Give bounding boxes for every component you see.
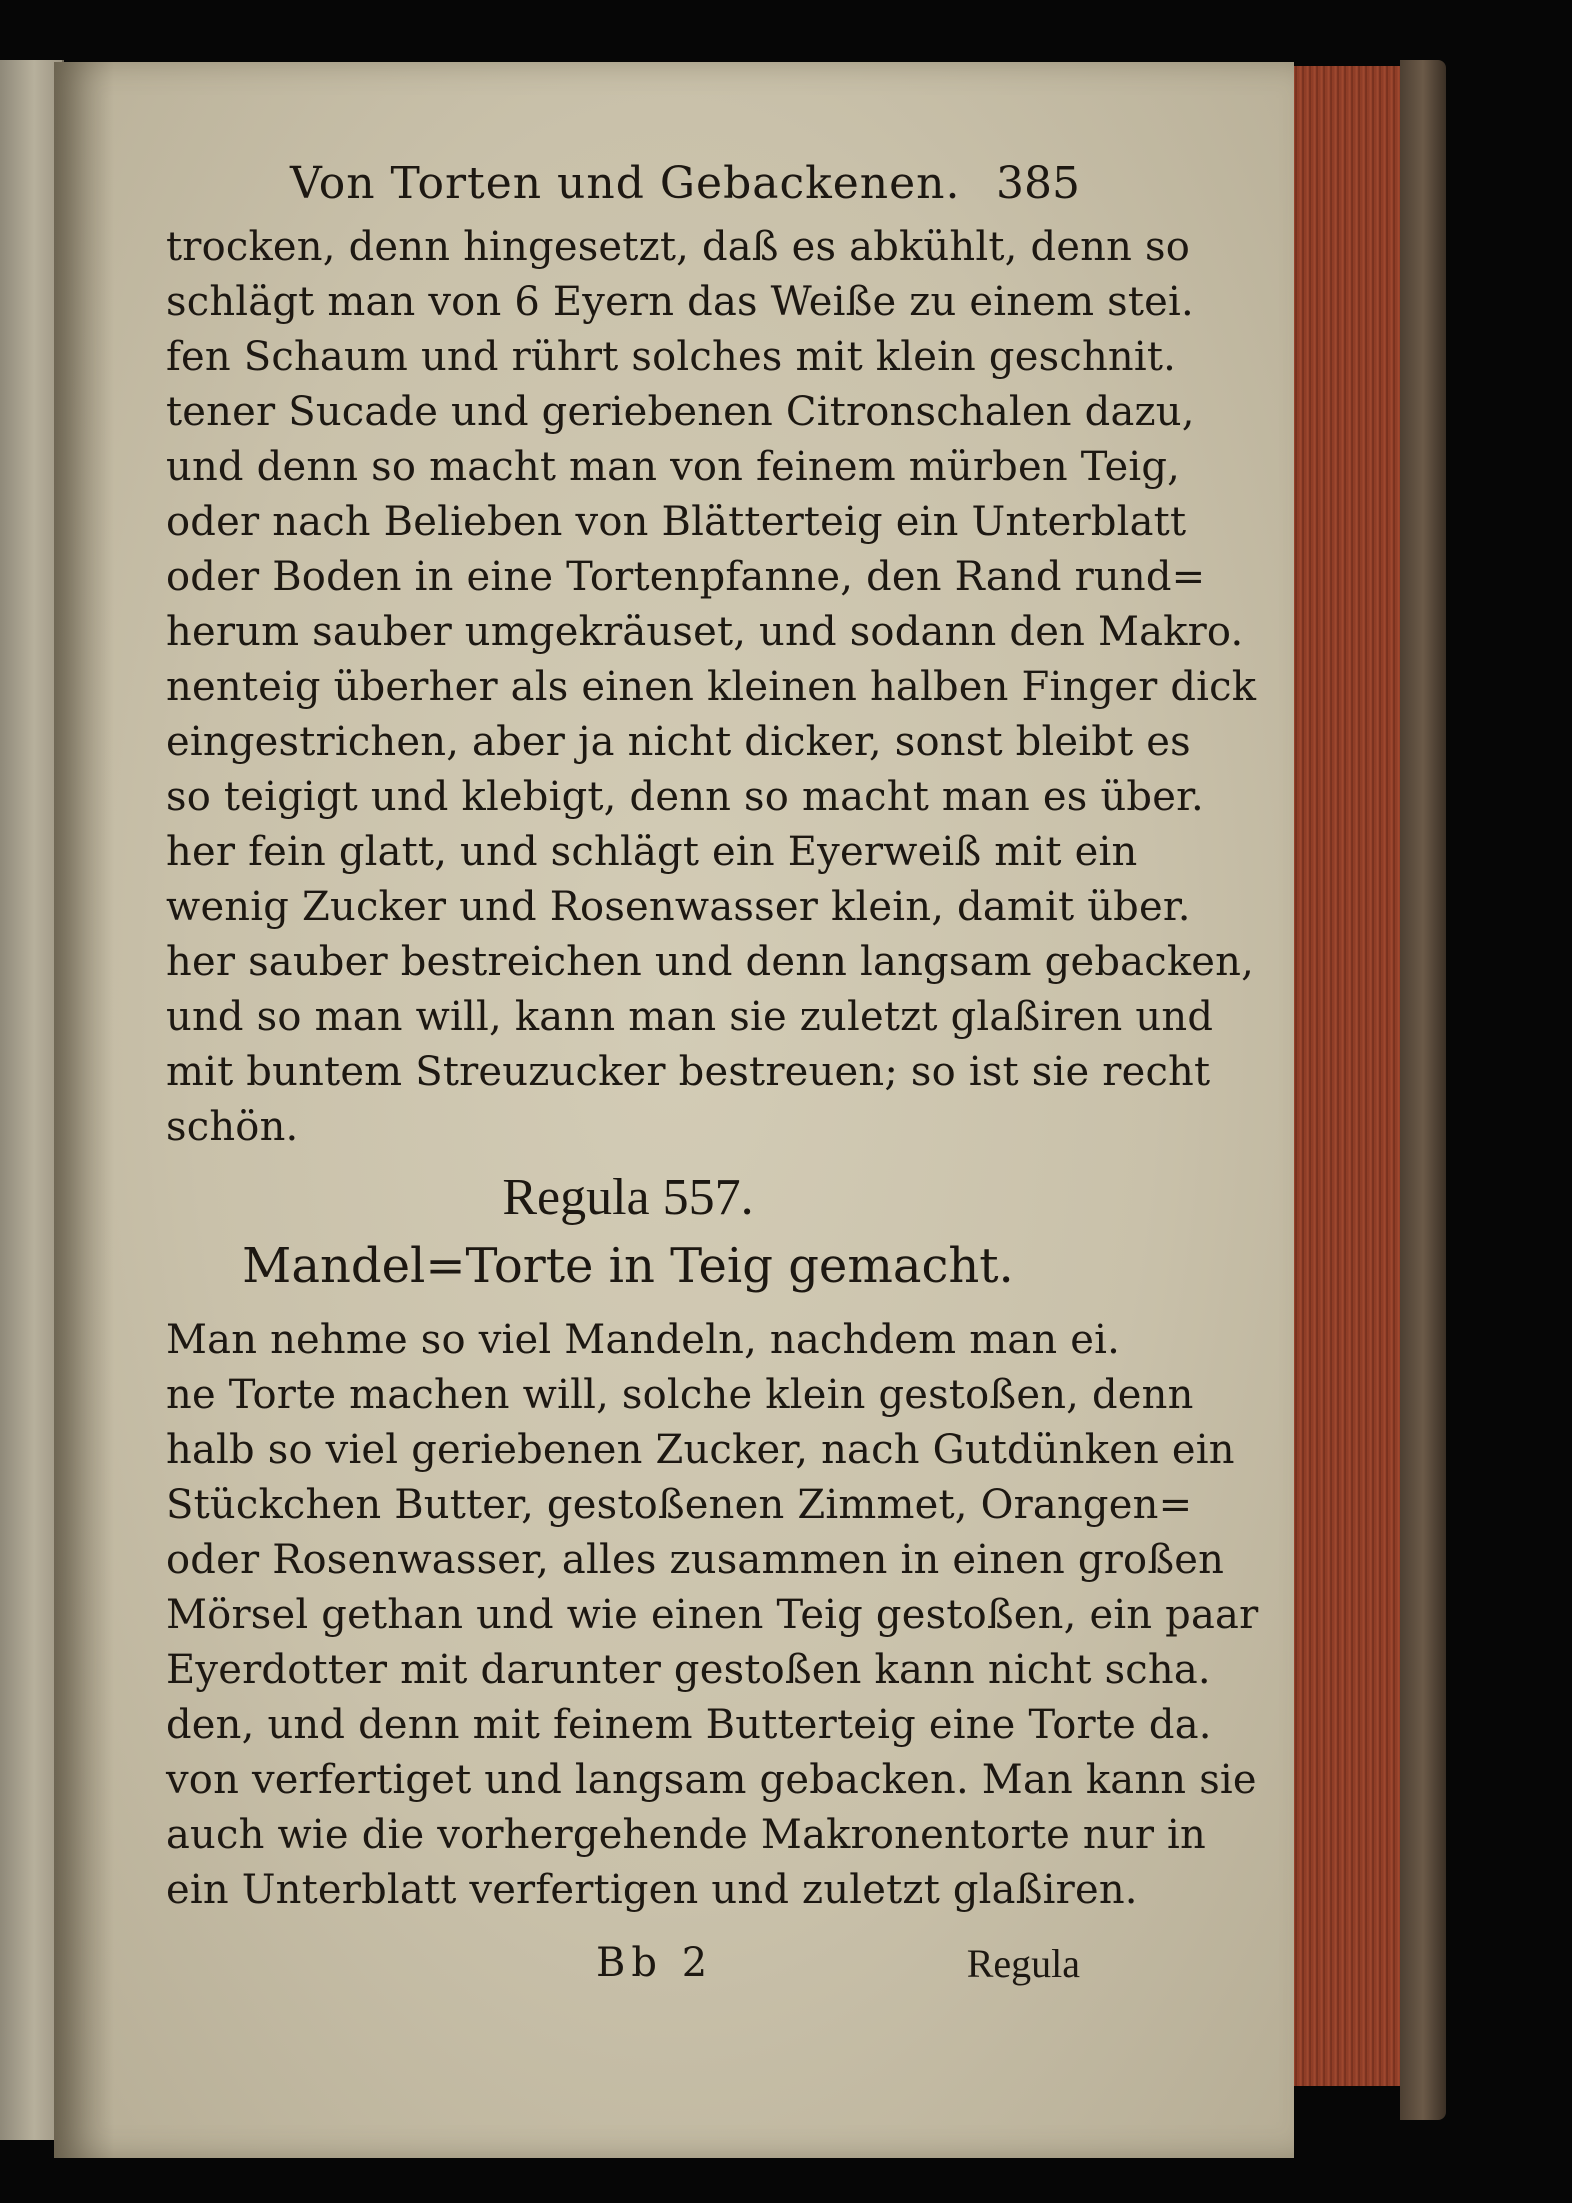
recipe-title: Mandel=Torte in Teig gemacht. <box>242 1238 1014 1294</box>
text-line: schön. <box>166 1104 299 1150</box>
text-line: Stückchen Butter, gestoßenen Zimmet, Orangen= <box>166 1482 1193 1528</box>
text-line: her sauber bestreichen und denn langsam gebacken, <box>166 939 1255 985</box>
catchword: Regula <box>966 1941 1080 1986</box>
text-line: schlägt man von 6 Eyern das Weiße zu einem stei. <box>166 279 1194 325</box>
regula-heading: Regula 557. <box>502 1169 754 1226</box>
text-line: Eyerdotter mit darunter gestoßen kann nicht scha. <box>166 1647 1211 1693</box>
text-line: fen Schaum und rührt solches mit klein geschnit. <box>166 334 1177 380</box>
text-line: so teigigt und klebigt, denn so macht man es über. <box>166 774 1204 820</box>
text-line: trocken, denn hingesetzt, daß es abkühlt, denn so <box>166 224 1190 270</box>
text-line: oder Boden in eine Tortenpfanne, den Rand rund= <box>166 554 1206 600</box>
text-line: oder Rosenwasser, alles zusammen in einen großen <box>166 1537 1225 1583</box>
recipe-paragraph <box>166 1313 1259 1918</box>
text-line: her fein glatt, und schlägt ein Eyerweiß mit ein <box>166 829 1138 875</box>
text-line: mit buntem Streuzucker bestreuen; so ist sie recht <box>166 1049 1211 1095</box>
text-line: eingestrichen, aber ja nicht dicker, sonst bleibt es <box>166 719 1191 765</box>
text-line: wenig Zucker und Rosenwasser klein, damit über. <box>166 884 1191 930</box>
running-head <box>166 150 1090 220</box>
text-line: tener Sucade und geriebenen Citronschalen dazu, <box>166 389 1195 435</box>
text-line: nenteig überher als einen kleinen halben Finger dick <box>166 664 1257 710</box>
text-line: und so man will, kann man sie zuletzt glaßiren und <box>166 994 1214 1040</box>
text-line: von verfertiget und langsam gebacken. Man kann sie <box>166 1757 1257 1803</box>
text-line: halb so viel geriebenen Zucker, nach Gutdünken ein <box>166 1427 1235 1473</box>
text-line: herum sauber umgekräuset, und sodann den Makro. <box>166 609 1244 655</box>
text-line: oder nach Belieben von Blätterteig ein Unterblatt <box>166 499 1187 545</box>
page-footer <box>166 1930 1090 2000</box>
text-line: Man nehme so viel Mandeln, nachdem man ei. <box>166 1317 1121 1363</box>
text-line: Mörsel gethan und wie einen Teig gestoßen, ein paar <box>166 1592 1259 1638</box>
text-line: den, und denn mit feinem Butterteig eine Torte da. <box>166 1702 1212 1748</box>
text-line: auch wie die vorhergehende Makronentorte nur in <box>166 1812 1207 1858</box>
text-line: und denn so macht man von feinem mürben Teig, <box>166 444 1181 490</box>
page-text <box>166 150 1259 2000</box>
signature-mark: Bb 2 <box>596 1940 714 1986</box>
page-number: 385 <box>996 158 1080 209</box>
text-line: ne Torte machen will, solche klein gestoßen, denn <box>166 1372 1194 1418</box>
running-title: Von Torten und Gebackenen. <box>290 158 961 209</box>
gutter-shadow <box>54 62 114 2158</box>
text-line: ein Unterblatt verfertigen und zuletzt glaßiren. <box>166 1867 1138 1913</box>
book-cover-edge <box>1400 60 1446 2120</box>
body-paragraph <box>166 220 1257 1155</box>
